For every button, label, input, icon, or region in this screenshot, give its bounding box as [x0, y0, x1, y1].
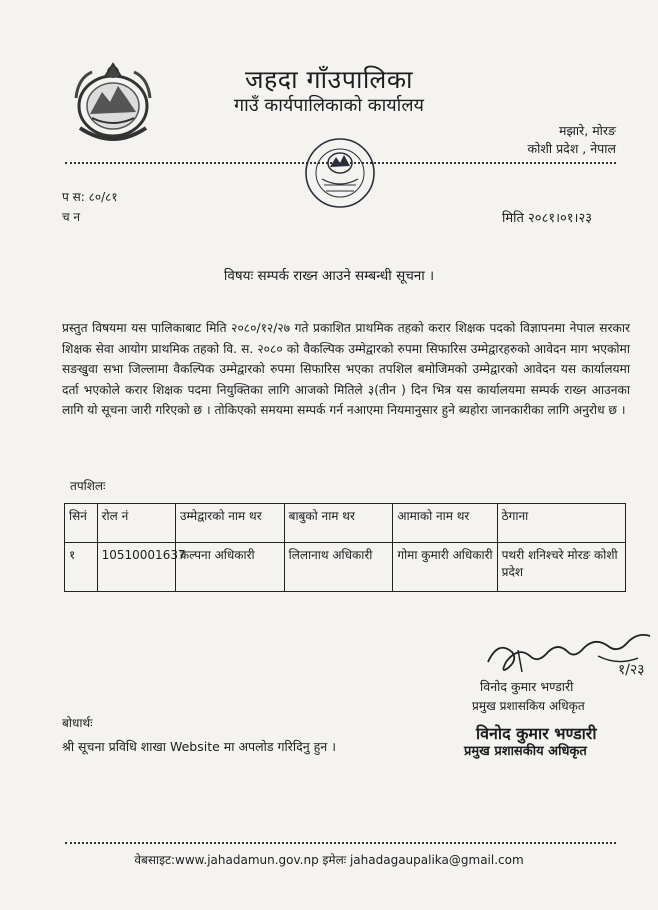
table-header-cell: उम्मेद्वारको नाम थर [175, 504, 284, 543]
cc-label: बोधार्थः [62, 716, 93, 730]
reference-number: प स: ८०/८१ [62, 190, 118, 204]
table-row [65, 543, 626, 592]
signatory-stamp-title: प्रमुख प्रशासकीय अधिकृत [464, 744, 587, 759]
signatory-title: प्रमुख प्रशासकिय अधिकृत [472, 699, 585, 713]
office-seal-icon [298, 133, 382, 213]
table-cell-address: पथरी शनिश्चरे मोरङ कोशी प्रदेश [497, 543, 625, 592]
table-cell-father: लिलानाथ अधिकारी [284, 543, 393, 592]
signatory-name: विनोद कुमार भण्डारी [480, 679, 574, 694]
table-header-cell: ठेगाना [497, 504, 625, 543]
signature-date: १/२३ [618, 662, 645, 678]
details-label: तपशिलः [70, 479, 106, 493]
footer-divider [65, 842, 616, 844]
org-title: जहदा गाँउपालिका [244, 65, 414, 94]
notice-body: प्रस्तुत विषयमा यस पालिकाबाट मिति २०८०/१२/२७ गते प्रकाशित प्राथमिक तहको करार शिक्षक पदको विज्ञापनमा नेपाल सरकार शिक्षक सेवा आयोग प्राथमिक तहको वि. स. २०८० को वैकल्पिक उम्मेद्वारको रुपमा सिफारिस उम्मेद्वारहरुको आवेदन माग भएकोमा सङखुवा सभा जिल्लामा वैकल्पिक उम्मेद्वारको रुपमा सिफारिस भएका तपशिल बमोजिमको उम्मेद्वारको आवेदन यस कार्यालयमा दर्ता भएकोले करार शिक्षक पदमा नियुक्तिका लागि आजको मितिले ३(तीन ) दिन भित्र यस कार्यालयमा सम्पर्क राख्न आउनका लागि यो सूचना जारी गरिएको छ । तोकिएको समयमा सम्पर्क गर्न नआएमा नियमानुसार हुने ब्यहोरा जानकारीका लागि अनुरोध छ । [62, 321, 630, 418]
candidate-table [64, 503, 626, 592]
table-cell-candidate: कल्पना अधिकारी [175, 543, 284, 592]
table-cell-mother: गोमा कुमारी अधिकारी [393, 543, 497, 592]
address-line-1: मझारे, मोरङ [558, 123, 616, 138]
subject-line: विषयः सम्पर्क राख्न आउने सम्बन्धी सूचना । [223, 268, 435, 284]
table-header-cell: रोल नं [97, 504, 175, 543]
table-cell-serial: १ [65, 543, 98, 592]
dispatch-number: च न [62, 210, 81, 224]
table-header-cell: आमाको नाम थर [393, 504, 497, 543]
table-header-cell: बाबुको नाम थर [284, 504, 393, 543]
table-header-cell: सिनं [65, 504, 98, 543]
footer-contact: वेबसाइट:www.jahadamun.gov.np इमेलः jahadagaupalika@gmail.com [134, 853, 524, 867]
org-subtitle: गाउँ कार्यपालिकाको कार्यालय [234, 95, 424, 116]
address-line-2: कोशी प्रदेश , नेपाल [527, 141, 616, 156]
table-header-row [65, 504, 626, 543]
table-cell-roll: 10510001637 [97, 543, 175, 592]
document-date: मिति २०८१।०१।२३ [502, 211, 592, 226]
signatory-stamp-name: विनोद कुमार भण्डारी [476, 724, 597, 743]
cc-line: श्री सूचना प्रविधि शाखा Website मा अपलोड गरिदिनु हुन । [62, 739, 336, 754]
